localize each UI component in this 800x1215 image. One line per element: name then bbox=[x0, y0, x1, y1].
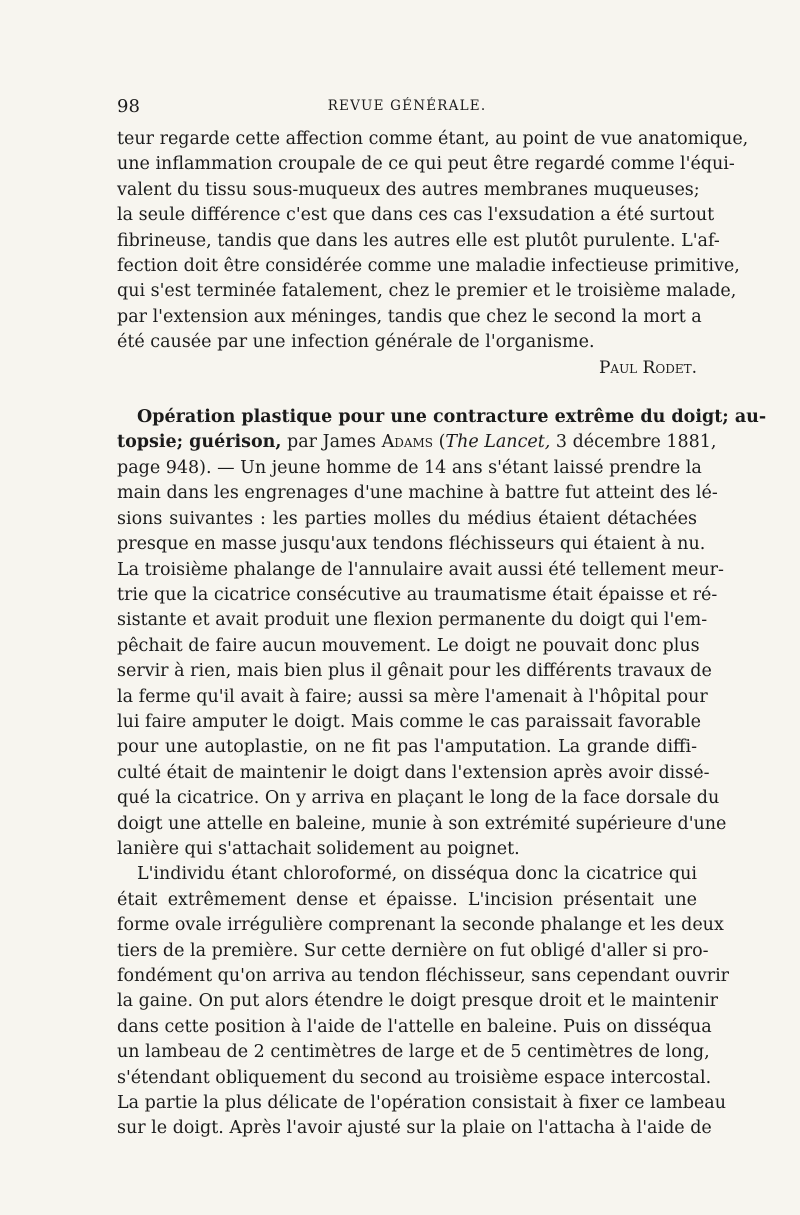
text-line: lanière qui s'attachait solidement au poignet. bbox=[117, 838, 520, 859]
text-line: lui faire amputer le doigt. Mais comme le cas paraissait favorable bbox=[117, 711, 701, 732]
text-line: La partie la plus délicate de l'opération consistait à fixer ce lambeau bbox=[117, 1093, 726, 1114]
text-line: était extrêmement dense et épaisse. L'incision présentait une bbox=[117, 889, 697, 910]
text-line: dans cette position à l'aide de l'attelle en baleine. Puis on disséqua bbox=[117, 1016, 712, 1037]
text-line: L'individu étant chloroformé, on disséqua donc la cicatrice qui bbox=[137, 864, 697, 885]
article2-paragraph-1 bbox=[117, 405, 767, 862]
text-line: la ferme qu'il avait à faire; aussi sa mère l'amenait à l'hôpital pour bbox=[117, 686, 708, 707]
section-gap bbox=[117, 381, 697, 405]
text-line: doigt une attelle en baleine, munie à son extrémité supérieure d'une bbox=[117, 813, 727, 834]
text-line: culté était de maintenir le doigt dans l'extension après avoir dissé- bbox=[117, 762, 710, 783]
text-line: par l'extension aux méninges, tandis que chez le second la mort a bbox=[117, 306, 702, 327]
text-line: la seule différence c'est que dans ces cas l'exsudation a été surtout bbox=[117, 205, 715, 226]
text-line: un lambeau de 2 centimètres de large et de 5 centimètres de long, bbox=[117, 1042, 710, 1063]
text-line: servir à rien, mais bien plus il gênait pour les différents travaux de bbox=[117, 661, 712, 682]
text-line: été causée par une infection générale de l'organisme. bbox=[117, 332, 595, 353]
text-line: presque en masse jusqu'aux tendons fléchisseurs qui étaient à nu. bbox=[117, 534, 706, 555]
article2-title-line bbox=[117, 430, 717, 455]
source-date: 3 décembre 1881, bbox=[550, 432, 717, 453]
text-line: tiers de la première. Sur cette dernière on fut obligé d'aller si pro- bbox=[117, 940, 709, 961]
text-line: pour une autoplastie, on ne fit pas l'amputation. La grande diffi- bbox=[117, 737, 697, 758]
text-line: sions suivantes : les parties molles du médius étaient détachées bbox=[117, 508, 697, 529]
text-line: s'étendant obliquement du second au troisième espace intercostal. bbox=[117, 1067, 712, 1088]
text-line: page 948). — Un jeune homme de 14 ans s'étant laissé prendre la bbox=[117, 457, 702, 478]
text-line: qui s'est terminée fatalement, chez le premier et le troisième malade, bbox=[117, 281, 737, 302]
page-number: 98 bbox=[117, 96, 140, 117]
source-open: ( bbox=[433, 432, 446, 453]
article2-paragraph-2 bbox=[117, 862, 730, 1141]
text-line: valent du tissu sous-muqueux des autres membranes muqueuses; bbox=[117, 179, 700, 200]
journal-name: The Lancet, bbox=[445, 432, 551, 453]
article1-paragraph bbox=[117, 127, 749, 356]
article2-title-line bbox=[117, 405, 767, 430]
text-line: fondément qu'on arriva au tendon fléchisseur, sans cependant ouvrir bbox=[117, 966, 730, 986]
text-line: pêchait de faire aucun mouvement. Le doigt ne pouvait donc plus bbox=[117, 635, 700, 656]
text-line: fection doit être considérée comme une maladie infectieuse primitive, bbox=[117, 256, 740, 277]
text-line: sistante et avait produit une flexion permanente du doigt qui l'em- bbox=[117, 610, 708, 631]
text-line: teur regarde cette affection comme étant, au point de vue anatomique, bbox=[117, 129, 749, 149]
article2-title: Opération plastique pour une contracture extrême du doigt; au- bbox=[137, 407, 767, 428]
page-header bbox=[117, 96, 697, 118]
body-text bbox=[117, 127, 767, 1142]
article2-title-cont: topsie; guérison, bbox=[117, 432, 282, 453]
text-line: La troisième phalange de l'annulaire avait aussi été tellement meur- bbox=[117, 559, 724, 580]
author-intro: par James bbox=[281, 432, 382, 453]
text-line: la gaine. On put alors étendre le doigt presque droit et le maintenir bbox=[117, 991, 719, 1012]
author-signature: Paul Rodet. bbox=[598, 357, 697, 378]
text-line: sur le doigt. Après l'avoir ajusté sur la plaie on l'attacha à l'aide de bbox=[117, 1118, 712, 1139]
text-line: trie que la cicatrice consécutive au traumatisme était épaisse et ré- bbox=[117, 584, 718, 605]
text-line: une inflammation croupale de ce qui peut être regardé comme l'équi- bbox=[117, 154, 735, 175]
text-line: forme ovale irrégulière comprenant la seconde phalange et les deux bbox=[117, 915, 724, 936]
text-line: main dans les engrenages d'une machine à battre fut atteint des lé- bbox=[117, 483, 718, 504]
text-line: qué la cicatrice. On y arriva en plaçant le long de la face dorsale du bbox=[117, 788, 720, 809]
running-title: REVUE GÉNÉRALE. bbox=[327, 98, 487, 114]
author-name: Adams bbox=[381, 432, 433, 453]
text-line: fibrineuse, tandis que dans les autres elle est plutôt purulente. L'af- bbox=[117, 230, 720, 251]
